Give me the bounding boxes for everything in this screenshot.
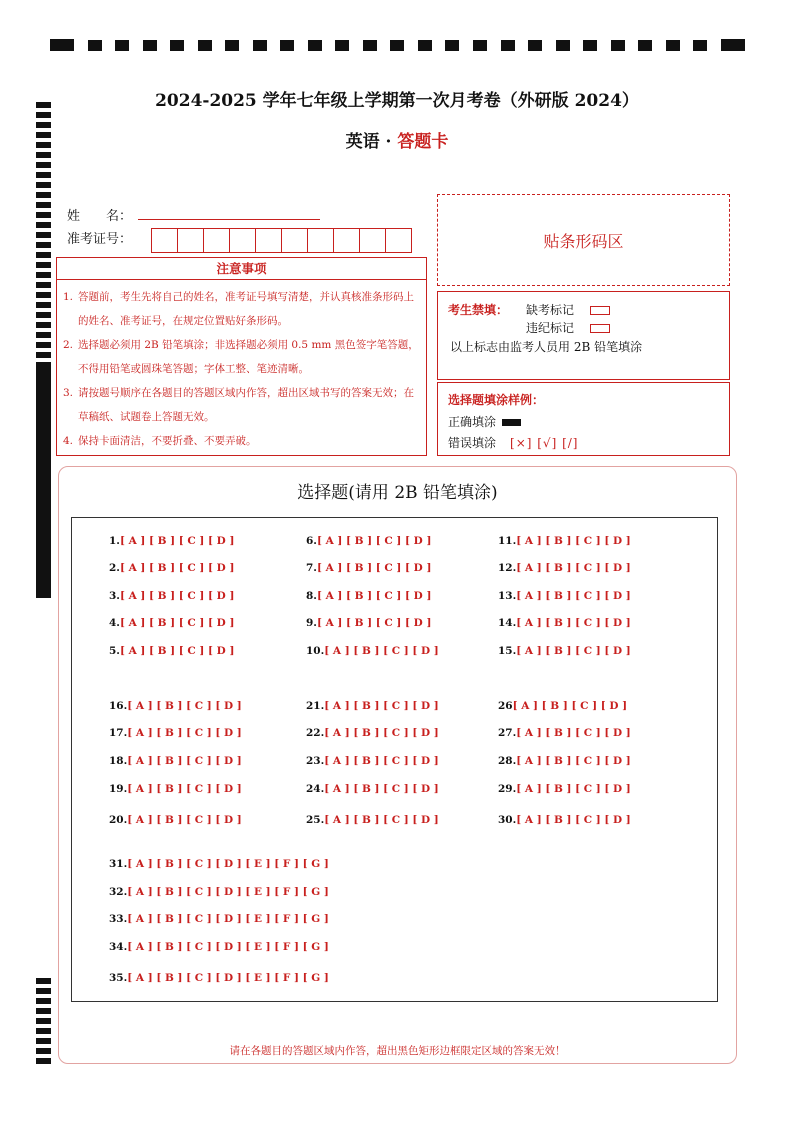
question-number: 35.	[109, 972, 128, 984]
alignment-mark	[335, 40, 349, 51]
alignment-mark	[36, 478, 51, 484]
alignment-mark	[36, 1008, 51, 1014]
alignment-mark	[36, 568, 51, 574]
alignment-mark	[528, 40, 542, 51]
question-number: 7.	[306, 562, 317, 574]
question-number: 21.	[306, 700, 325, 712]
answer-options[interactable]: [ A ] [ B ] [ C ] [ D ] [ E ] [ F ] [ G ]	[127, 941, 329, 953]
exam-id-label: 准考证号：	[67, 232, 133, 247]
exam-id-digit-box[interactable]	[255, 228, 282, 253]
question-number: 12.	[498, 562, 517, 574]
answer-options[interactable]: [ A ] [ B ] [ C ] [ D ]	[516, 814, 631, 826]
question-number: 15.	[498, 645, 517, 657]
alignment-mark	[36, 488, 51, 494]
alignment-mark	[36, 458, 51, 464]
question-number: 30.	[498, 814, 517, 826]
side-alignment-marks-lower	[36, 978, 51, 1068]
question-number: 19.	[109, 783, 128, 795]
question-number: 5.	[109, 645, 120, 657]
alignment-mark	[88, 40, 102, 51]
question-item[interactable]	[498, 590, 631, 602]
answer-options[interactable]: [ A ] [ B ] [ C ] [ D ]	[516, 590, 631, 602]
alignment-mark	[721, 39, 745, 51]
question-item[interactable]	[306, 814, 439, 826]
alignment-mark	[36, 302, 51, 308]
footer-note: 请在各题目的答题区域内作答，超出黑色矩形边框限定区域的答案无效！	[229, 1045, 566, 1057]
question-number: 27.	[498, 727, 517, 739]
alignment-mark	[36, 578, 51, 584]
answer-options[interactable]: [ A ] [ B ] [ C ] [ D ]	[516, 562, 631, 574]
exam-id-digit-box[interactable]	[333, 228, 360, 253]
answer-options[interactable]: [ A ] [ B ] [ C ] [ D ]	[119, 590, 235, 602]
side-alignment-marks-middle	[36, 368, 51, 598]
correct-fill-row	[448, 413, 521, 430]
notice-item-text: 答题前，考生先将自己的姓名，准考证号填写清楚，并认真核准条形码上的姓名、准考证号，在规定位置贴好条形码。	[78, 291, 414, 327]
question-number: 16.	[109, 700, 128, 712]
question-number: 17.	[109, 727, 128, 739]
violation-mark-box[interactable]	[590, 324, 610, 333]
violation-mark-row	[526, 319, 610, 336]
alignment-mark	[36, 438, 51, 444]
answer-options[interactable]: [ A ] [ B ] [ C ] [ D ]	[516, 645, 631, 657]
subject-label: 英语	[345, 132, 380, 152]
question-item[interactable]	[498, 645, 631, 657]
answer-options[interactable]: [ A ] [ B ] [ C ] [ D ]	[516, 755, 631, 767]
answer-options[interactable]: [ A ] [ B ] [ C ] [ D ]	[119, 535, 235, 547]
alignment-mark	[501, 40, 515, 51]
notice-item-number: 1.	[63, 291, 74, 303]
answer-options[interactable]: [ A ] [ B ] [ C ] [ D ]	[324, 700, 439, 712]
answer-options[interactable]: [ A ] [ B ] [ C ] [ D ]	[324, 645, 439, 657]
question-item[interactable]	[498, 535, 631, 547]
question-number: 10.	[306, 645, 325, 657]
alignment-mark	[36, 322, 51, 328]
question-number: 1.	[109, 535, 120, 547]
question-item[interactable]	[109, 727, 242, 739]
notice-list	[57, 280, 426, 453]
alignment-mark	[225, 40, 239, 51]
answer-options[interactable]: [ A ] [ B ] [ C ] [ D ]	[127, 727, 242, 739]
question-item[interactable]	[306, 535, 431, 547]
question-number: 26	[498, 700, 513, 712]
question-item[interactable]	[109, 755, 242, 767]
alignment-mark	[36, 468, 51, 474]
answer-options[interactable]: [ A ] [ B ] [ C ] [ D ] [ E ] [ F ] [ G ]	[127, 913, 329, 925]
fill-sample-box	[437, 382, 730, 456]
question-item[interactable]	[109, 535, 234, 547]
notice-heading: 注意事项	[57, 258, 426, 280]
answer-options[interactable]: [ A ] [ B ] [ C ] [ D ]	[316, 617, 432, 629]
question-number: 2.	[109, 562, 120, 574]
alignment-mark	[36, 448, 51, 454]
answer-options[interactable]: [ A ] [ B ] [ C ] [ D ]	[512, 700, 628, 712]
barcode-label: 贴条形码区	[543, 231, 624, 251]
alignment-mark	[170, 40, 184, 51]
question-number: 8.	[306, 590, 317, 602]
alignment-mark	[693, 40, 707, 51]
correct-fill-label: 正确填涂	[448, 415, 497, 429]
notice-box	[56, 257, 427, 456]
notice-item	[63, 429, 420, 453]
alignment-mark	[50, 39, 74, 51]
question-item[interactable]	[109, 590, 234, 602]
question-number: 9.	[306, 617, 317, 629]
alignment-mark	[36, 978, 51, 984]
alignment-mark	[36, 378, 51, 384]
alignment-mark	[36, 418, 51, 424]
alignment-mark	[445, 40, 459, 51]
alignment-mark	[308, 40, 322, 51]
question-item[interactable]	[306, 727, 439, 739]
alignment-mark	[36, 252, 51, 258]
question-number: 29.	[498, 783, 517, 795]
answer-options[interactable]: [ A ] [ B ] [ C ] [ D ]	[324, 755, 439, 767]
notice-item	[63, 381, 420, 429]
alignment-mark	[36, 528, 51, 534]
question-item[interactable]	[109, 783, 242, 795]
answer-options[interactable]: [ A ] [ B ] [ C ] [ D ]	[316, 562, 432, 574]
alignment-mark	[473, 40, 487, 51]
answer-options[interactable]: [ A ] [ B ] [ C ] [ D ]	[127, 814, 242, 826]
question-number: 25.	[306, 814, 325, 826]
alignment-mark	[36, 538, 51, 544]
question-number: 18.	[109, 755, 128, 767]
wrong-fill-label: 错误填涂	[448, 436, 497, 450]
question-item[interactable]	[109, 617, 234, 629]
alignment-mark	[36, 1018, 51, 1024]
question-number: 6.	[306, 535, 317, 547]
absent-mark-label: 缺考标记	[526, 303, 575, 317]
question-number: 23.	[306, 755, 325, 767]
answer-options[interactable]: [ A ] [ B ] [ C ] [ D ]	[516, 617, 631, 629]
answer-options[interactable]: [ A ] [ B ] [ C ] [ D ]	[119, 645, 235, 657]
alignment-mark	[36, 1048, 51, 1054]
notice-item-number: 4.	[63, 435, 74, 447]
alignment-mark	[36, 152, 51, 158]
alignment-mark	[115, 40, 129, 51]
alignment-mark	[363, 40, 377, 51]
question-number: 24.	[306, 783, 325, 795]
alignment-mark	[418, 40, 432, 51]
answer-options[interactable]: [ A ] [ B ] [ C ] [ D ]	[119, 562, 235, 574]
alignment-mark	[36, 212, 51, 218]
question-item[interactable]	[498, 755, 631, 767]
alignment-mark	[36, 548, 51, 554]
question-item[interactable]	[109, 886, 329, 898]
question-item[interactable]	[109, 941, 329, 953]
question-number: 13.	[498, 590, 517, 602]
question-item[interactable]	[498, 562, 631, 574]
page-title: 2024-2025 学年七年级上学期第一次月考卷（外研版 2024）	[155, 91, 639, 111]
notice-item-text: 保持卡面清洁，不要折叠、不要弄破。	[78, 435, 257, 447]
alignment-mark	[36, 1038, 51, 1044]
alignment-mark	[36, 312, 51, 318]
exam-id-digit-box[interactable]	[229, 228, 256, 253]
alignment-mark	[638, 40, 652, 51]
question-number: 3.	[109, 590, 120, 602]
alignment-mark	[36, 342, 51, 348]
alignment-mark	[36, 1028, 51, 1034]
notice-item-number: 2.	[63, 339, 74, 351]
alignment-mark	[36, 332, 51, 338]
question-number: 4.	[109, 617, 120, 629]
name-field[interactable]	[138, 219, 320, 220]
alignment-mark	[36, 112, 51, 118]
absent-mark-row	[526, 301, 610, 318]
alignment-mark	[198, 40, 212, 51]
alignment-mark	[36, 368, 51, 374]
notice-item	[63, 333, 420, 381]
alignment-mark	[36, 262, 51, 268]
alignment-mark	[36, 172, 51, 178]
answer-options[interactable]: [ A ] [ B ] [ C ] [ D ]	[127, 783, 242, 795]
answer-options[interactable]: [ A ] [ B ] [ C ] [ D ]	[127, 700, 242, 712]
exam-id-digit-box[interactable]	[385, 228, 412, 253]
name-label: 姓 名：	[67, 209, 133, 224]
alignment-mark	[583, 40, 597, 51]
exam-id-digit-box[interactable]	[151, 228, 178, 253]
section-title: 选择题(请用 2B 铅笔填涂)	[297, 483, 498, 503]
question-number: 33.	[109, 913, 128, 925]
alignment-mark	[253, 40, 267, 51]
examiner-only-label: 考生禁填：	[448, 303, 509, 317]
question-item[interactable]	[306, 590, 431, 602]
alignment-mark	[36, 222, 51, 228]
alignment-mark	[36, 588, 51, 594]
question-item[interactable]	[306, 783, 439, 795]
question-item[interactable]	[109, 972, 329, 984]
answer-card-label: 答题卡	[397, 132, 449, 152]
alignment-mark	[36, 282, 51, 288]
alignment-mark	[36, 398, 51, 404]
alignment-mark	[36, 352, 51, 358]
question-item[interactable]	[498, 783, 631, 795]
question-number: 32.	[109, 886, 128, 898]
alignment-mark	[390, 40, 404, 51]
answer-options[interactable]: [ A ] [ B ] [ C ] [ D ]	[316, 535, 432, 547]
exam-id-digit-box[interactable]	[281, 228, 308, 253]
filled-mark-icon	[502, 419, 521, 426]
alignment-mark	[611, 40, 625, 51]
alignment-mark	[36, 388, 51, 394]
question-number: 31.	[109, 858, 128, 870]
answer-options[interactable]: [ A ] [ B ] [ C ] [ D ]	[119, 617, 235, 629]
alignment-mark	[36, 558, 51, 564]
question-item[interactable]	[498, 814, 631, 826]
alignment-mark	[36, 182, 51, 188]
question-item[interactable]	[498, 727, 631, 739]
alignment-mark	[666, 40, 680, 51]
notice-item-number: 3.	[63, 387, 74, 399]
exam-id-boxes[interactable]	[151, 228, 411, 253]
answer-options[interactable]: [ A ] [ B ] [ C ] [ D ] [ E ] [ F ] [ G ]	[127, 886, 329, 898]
alignment-mark	[143, 40, 157, 51]
question-item[interactable]	[306, 617, 431, 629]
exam-id-digit-box[interactable]	[307, 228, 334, 253]
alignment-mark	[556, 40, 570, 51]
page-subtitle	[0, 127, 794, 152]
answer-options[interactable]: [ A ] [ B ] [ C ] [ D ]	[516, 727, 631, 739]
question-item[interactable]	[109, 700, 242, 712]
question-number: 28.	[498, 755, 517, 767]
question-number: 14.	[498, 617, 517, 629]
answer-options[interactable]: [ A ] [ B ] [ C ] [ D ]	[127, 755, 242, 767]
question-item[interactable]	[306, 700, 439, 712]
examiner-note: 以上标志由监考人员用 2B 铅笔填涂	[450, 340, 643, 354]
absent-mark-box[interactable]	[590, 306, 610, 315]
alignment-mark	[36, 162, 51, 168]
question-number: 34.	[109, 941, 128, 953]
alignment-mark	[36, 518, 51, 524]
subtitle-dot: ·	[385, 132, 392, 152]
answer-options[interactable]: [ A ] [ B ] [ C ] [ D ]	[516, 783, 631, 795]
notice-item	[63, 285, 420, 333]
alignment-mark	[36, 988, 51, 994]
exam-id-digit-box[interactable]	[203, 228, 230, 253]
top-alignment-marks	[50, 38, 745, 52]
question-item[interactable]	[109, 913, 329, 925]
wrong-fill-row	[448, 434, 578, 451]
question-item[interactable]	[306, 755, 439, 767]
question-item[interactable]	[498, 700, 627, 712]
examiner-only-box	[437, 291, 730, 380]
question-item[interactable]	[498, 617, 631, 629]
fill-sample-label: 选择题填涂样例：	[448, 393, 545, 407]
question-number: 11.	[498, 535, 517, 547]
question-item[interactable]	[109, 645, 234, 657]
alignment-mark	[36, 408, 51, 414]
alignment-mark	[36, 202, 51, 208]
question-number: 22.	[306, 727, 325, 739]
alignment-mark	[36, 192, 51, 198]
alignment-mark	[36, 272, 51, 278]
answer-options[interactable]: [ A ] [ B ] [ C ] [ D ] [ E ] [ F ] [ G ]	[127, 972, 329, 984]
question-item[interactable]	[109, 814, 242, 826]
alignment-mark	[36, 242, 51, 248]
barcode-area	[437, 194, 730, 286]
exam-id-digit-box[interactable]	[359, 228, 386, 253]
alignment-mark	[36, 498, 51, 504]
answer-options[interactable]: [ A ] [ B ] [ C ] [ D ]	[516, 535, 631, 547]
alignment-mark	[36, 232, 51, 238]
question-item[interactable]	[109, 858, 329, 870]
alignment-mark	[36, 508, 51, 514]
question-item[interactable]	[109, 562, 234, 574]
answer-options[interactable]: [ A ] [ B ] [ C ] [ D ]	[316, 590, 432, 602]
alignment-mark	[36, 292, 51, 298]
alignment-mark	[280, 40, 294, 51]
notice-item-text: 选择题必须用 2B 铅笔填涂；非选择题必须用 0.5 mm 黑色签字笔答题，不得用铅笔或圆珠笔答题；字体工整、笔迹清晰。	[78, 339, 419, 375]
answer-options[interactable]: [ A ] [ B ] [ C ] [ D ]	[324, 783, 439, 795]
answer-options[interactable]: [ A ] [ B ] [ C ] [ D ]	[324, 727, 439, 739]
question-number: 20.	[109, 814, 128, 826]
answer-options[interactable]: [ A ] [ B ] [ C ] [ D ] [ E ] [ F ] [ G ]	[127, 858, 329, 870]
alignment-mark	[36, 428, 51, 434]
question-item[interactable]	[306, 645, 439, 657]
violation-mark-label: 违纪标记	[526, 321, 575, 335]
alignment-mark	[36, 1058, 51, 1064]
alignment-mark	[36, 998, 51, 1004]
question-item[interactable]	[306, 562, 431, 574]
answer-options[interactable]: [ A ] [ B ] [ C ] [ D ]	[324, 814, 439, 826]
notice-item-text: 请按题号顺序在各题目的答题区域内作答，超出区域书写的答案无效；在草稿纸、试题卷上答题无效。	[78, 387, 414, 423]
wrong-fill-marks: [×] [√] [/]	[510, 436, 579, 450]
exam-id-digit-box[interactable]	[177, 228, 204, 253]
